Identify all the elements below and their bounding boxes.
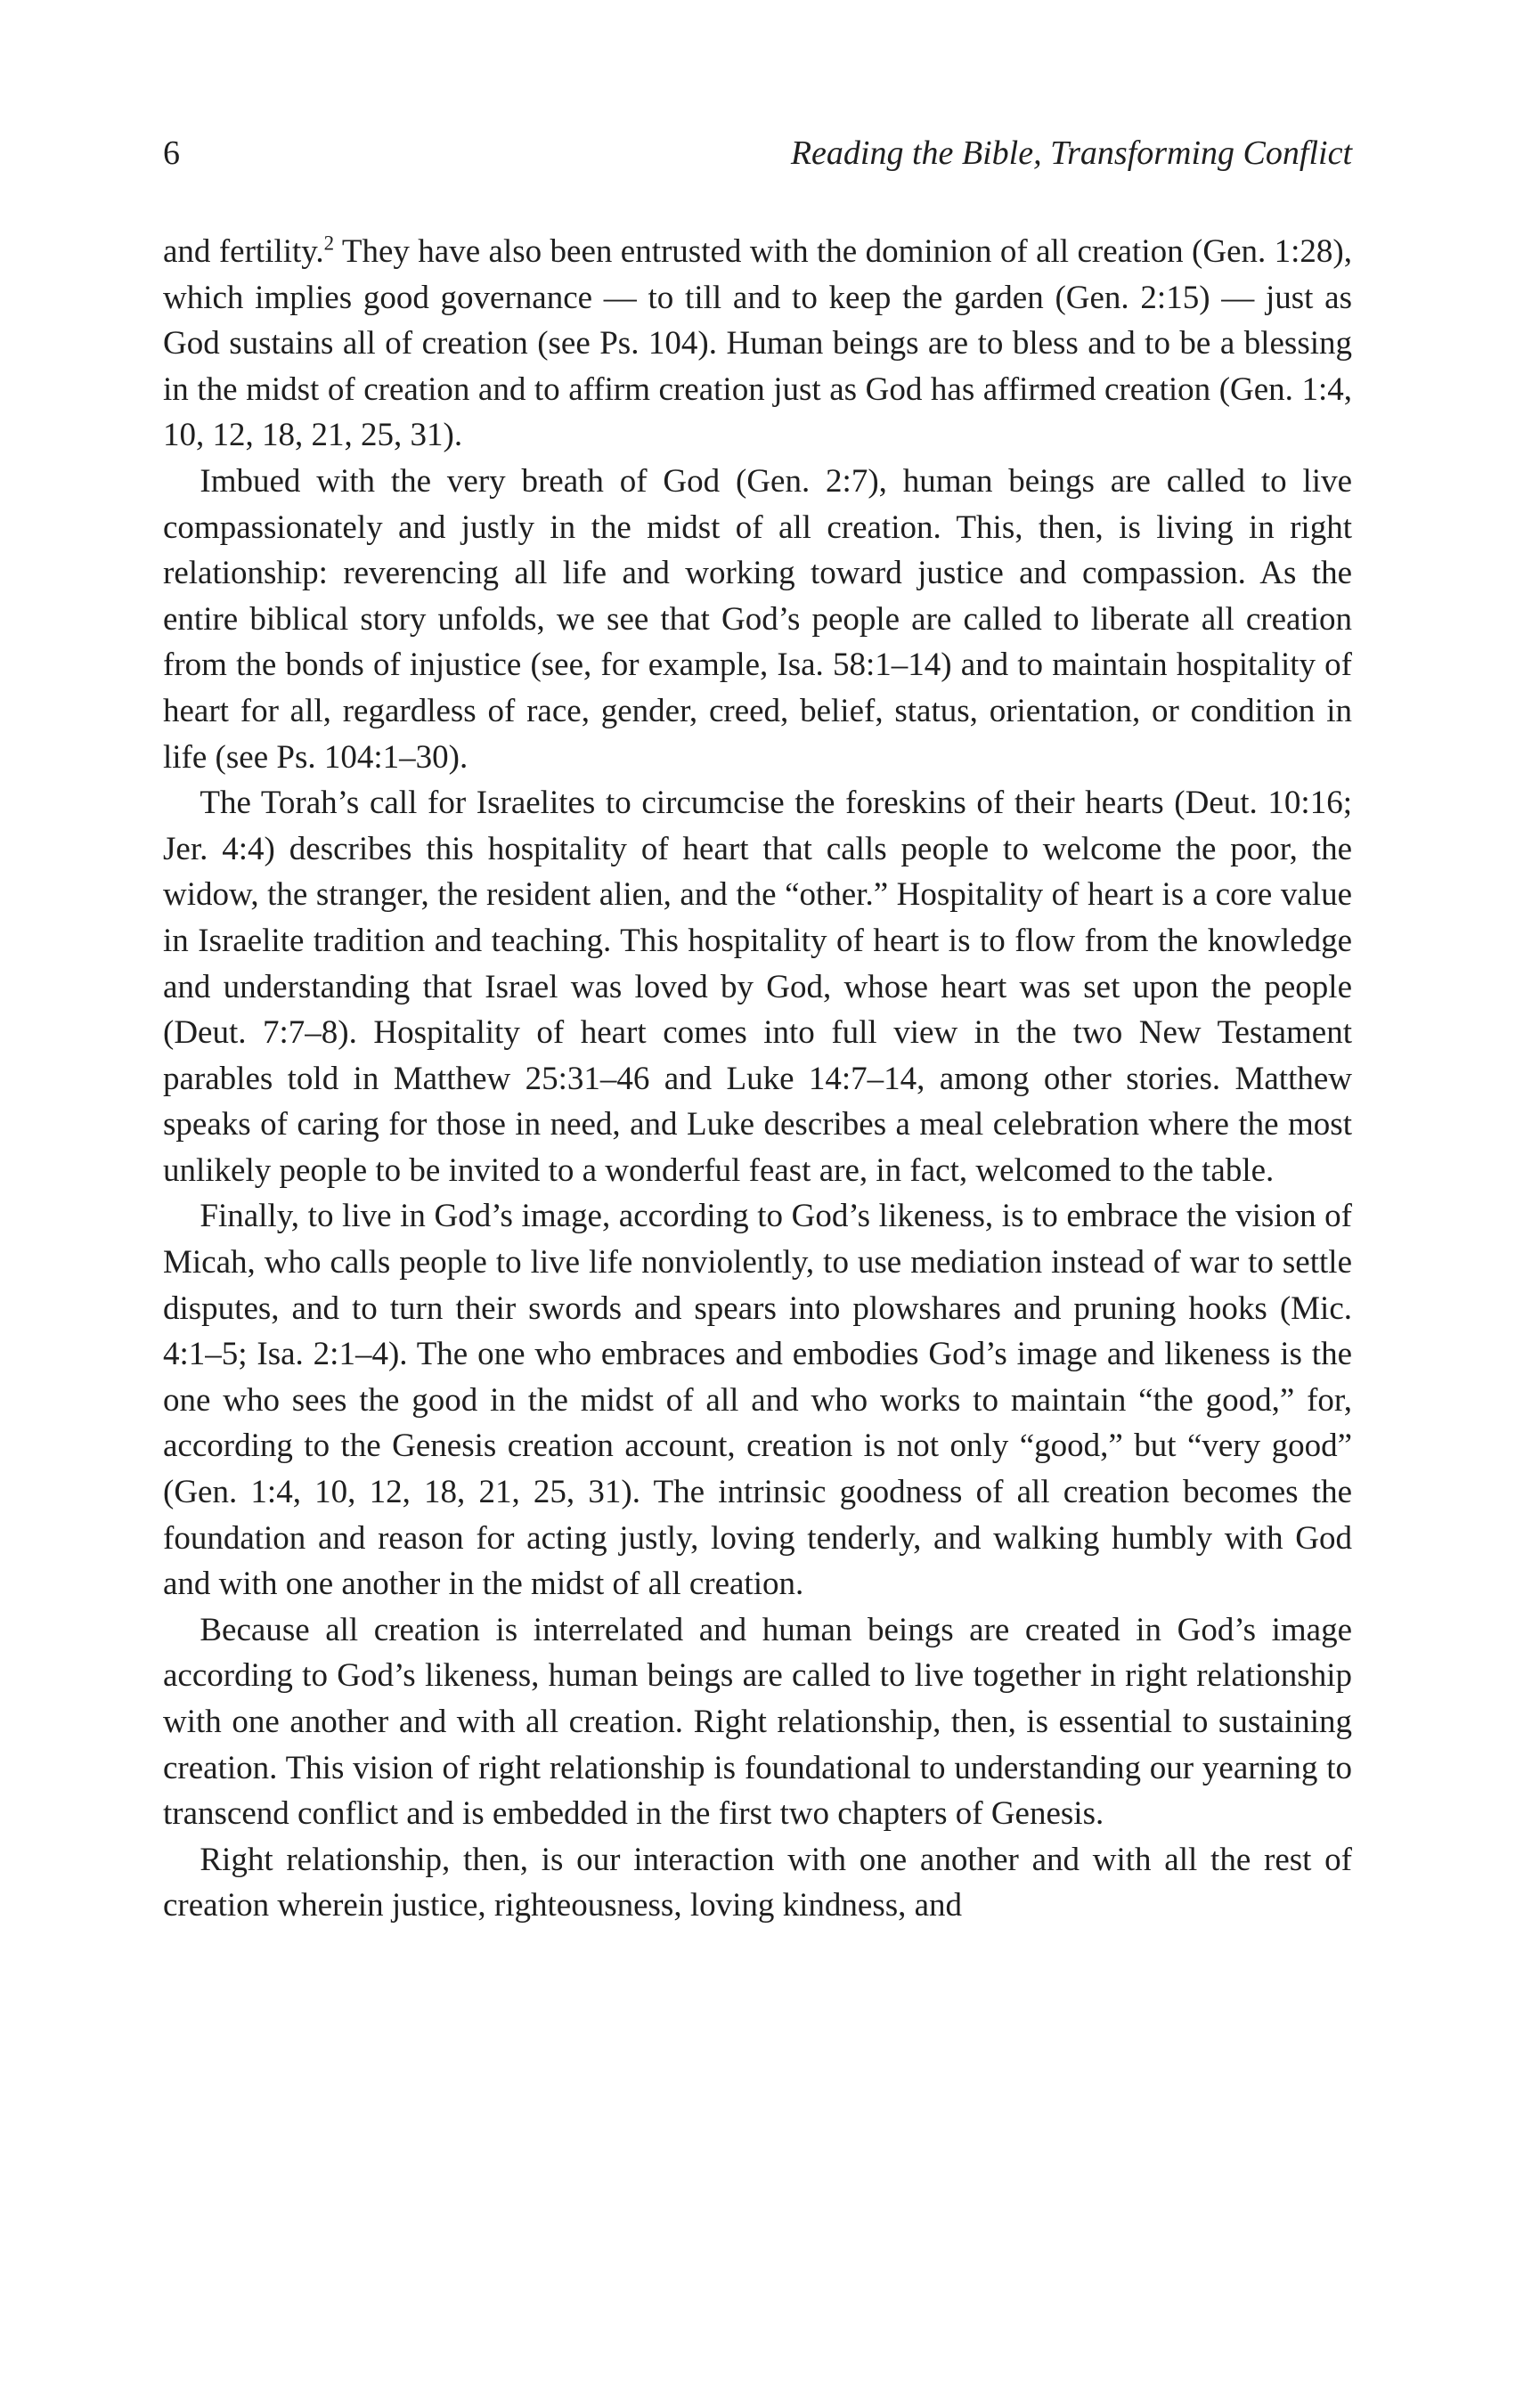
page-number: 6 (163, 134, 180, 172)
paragraph-3: The Torah’s call for Israelites to circumcise the foreskins of their hearts (Deut. 10:16; Jer. 4:4) describes this hospitality of heart that calls people to welcome the poor, the widow, the stranger, the resident alien, and the “other.” Hospitality of heart is a core value in Israelite tradition and teaching. This hospitality of heart is to flow from the knowledge and understanding that Israel was loved by God, whose heart was set upon the people (Deut. 7:7–8). Hospitality of heart comes into full view in the two New Testament parables told in Matthew 25:31–46 and Luke 14:7–14, among other stories. Matthew speaks of caring for those in need, and Luke describes a meal celebration where the most unlikely people to be invited to a wonderful feast are, in fact, welcomed to the table. (163, 785, 1352, 1189)
body-text (163, 229, 1352, 1929)
running-header (163, 130, 1352, 176)
footnote-reference: 2 (323, 232, 335, 255)
paragraph-1-lead: and fertility. (163, 233, 324, 270)
running-title: Reading the Bible, Transforming Conflict (790, 134, 1352, 172)
paragraph-1 (163, 229, 1352, 459)
paragraph-1-rest: They have also been entrusted with the dominion of all creation (Gen. 1:28), which implies good governance — to till and to keep the garden (Gen. 2:15) — just as God sustains all of creation (see Ps. 104). Human beings are to bless and to be a blessing in the midst of creation and to affirm creation just as God has affirmed creation (Gen. 1:4, 10, 12, 18, 21, 25, 31). (163, 233, 1352, 454)
paragraph-6: Right relationship, then, is our interaction with one another and with all the rest of creation wherein justice, righteousness, loving kindness, and (163, 1841, 1352, 1924)
paragraph-4: Finally, to live in God’s image, according to God’s likeness, is to embrace the vision of Micah, who calls people to live life nonviolently, to use mediation instead of war to settle disputes, and to turn their swords and spears into plowshares and pruning hooks (Mic. 4:1–5; Isa. 2:1–4). The one who embraces and embodies God’s image and likeness is the one who sees the good in the midst of all and who works to maintain “the good,” for, according to the Genesis creation account, creation is not only “good,” but “very good” (Gen. 1:4, 10, 12, 18, 21, 25, 31). The intrinsic goodness of all creation becomes the foundation and reason for acting justly, loving tenderly, and walking humbly with God and with one another in the midst of all creation. (163, 1198, 1352, 1603)
paragraph-2: Imbued with the very breath of God (Gen. 2:7), human beings are called to live compassionately and justly in the midst of all creation. This, then, is living in right relationship: reverencing all life and working toward justice and compassion. As the entire biblical story unfolds, we see that God’s people are called to liberate all creation from the bonds of injustice (see, for example, Isa. 58:1–14) and to maintain hospitality of heart for all, regardless of race, gender, creed, belief, status, orientation, or condition in life (see Ps. 104:1–30). (163, 462, 1352, 776)
paragraph-5: Because all creation is interrelated and human beings are created in God’s image according to God’s likeness, human beings are called to live together in right relationship with one another and with all creation. Right relationship, then, is essential to sustaining creation. This vision of right relationship is foundational to understanding our yearning to transcend conflict and is embedded in the first two chapters of Genesis. (163, 1611, 1352, 1833)
